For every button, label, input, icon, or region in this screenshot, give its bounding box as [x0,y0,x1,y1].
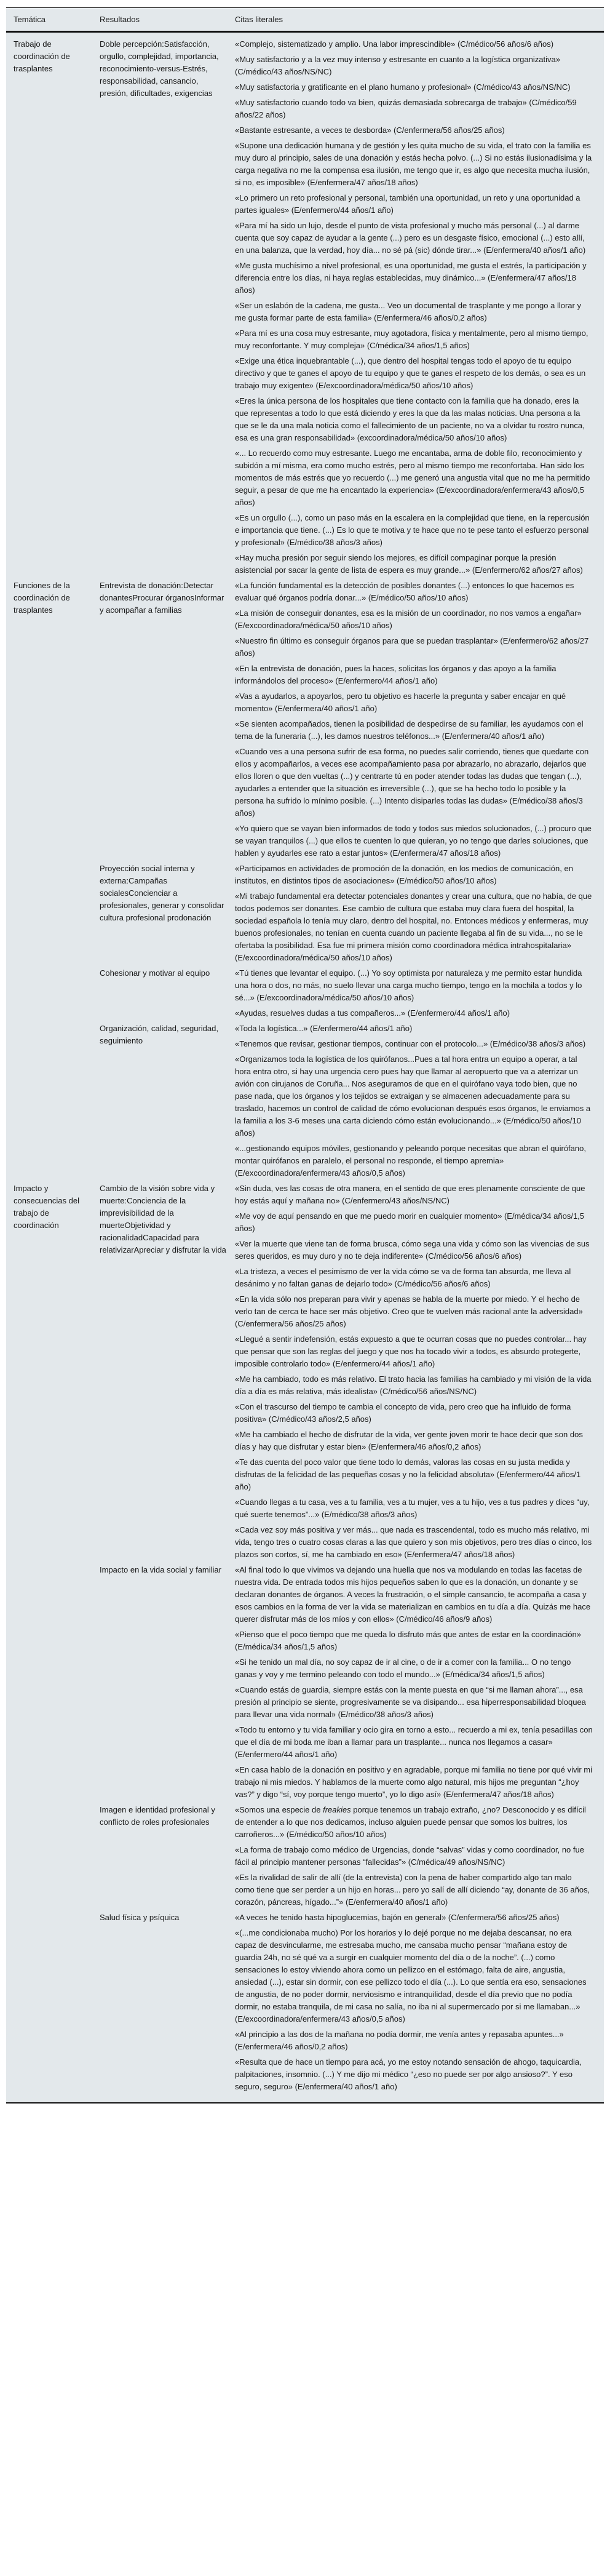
quote: «...gestionando equipos móviles, gestionando y peleando porque necesitas que abran el quirófano, montar quirófanos en paralelo, el personal no responde, el tiempo apremia» (E/excoordinadora/enfermera/43 años/0,5 años) [235,1144,586,1178]
resultado-cell: Organización, calidad, seguridad, seguimiento [100,1024,218,1045]
quote: «Hay mucha presión por seguir siendo los mejores, es difícil compaginar porque la presión asistencial por sacar la gente de lista de espera es muy grande...» (E/enfermero/62 años/27 años) [235,553,583,575]
quote: «Muy satisfactorio y a la vez muy intenso y estresante en cuanto a la logística organizativa» (C/médico/43 años/NS/NC) [235,55,560,76]
quote: «Se sienten acompañados, tienen la posibilidad de despedirse de su familiar, les ayudamos con el tema de la funeraria (...), les damos nuestros teléfonos...» (E/enfermera/40 años/1 año) [235,719,584,741]
tematica-cell [6,1564,98,1804]
quote: «La misión de conseguir donantes, esa es la misión de un coordinador, no nos vamos a engañar» (E/excoordinadora/médica/50 años/10 años) [235,608,582,630]
tematica-cell: Funciones de la coordinación de trasplantes [14,581,70,615]
table-row [6,863,604,967]
tematica-cell [6,1804,98,1912]
quote: «Yo quiero que se vayan bien informados de todo y todos sus miedos solucionados, (...) procuro que se vayan tranquilos (...) que ellos te cuenten lo que quieran, yo no tengo que darles soluciones, que hablen y ayudarles ese rato a estar juntos» (E/enfermera/47 años/18 años) [235,824,592,858]
quote: «Es un orgullo (...), como un paso más en la escalera en la complejidad que tiene, en la repercusión e importancia que tiene. (...) Es lo que te motiva y te hace que no te pese tanto el esfuerzo personal y profesional» (E/médico/38 años/3 años) [235,513,590,547]
quote: «Eres la única persona de los hospitales que tiene contacto con la familia que ha donado, eres la que representas a todo lo que está diciendo y eres la que da las malas noticias. Una persona a la que se le da una mala noticia como el fallecimiento de un paciente, no va a olvidar tu rostro nunca, esa es una gran responsabilidad» (excoordinadora/médica/50 años/10 años) [235,396,585,442]
table-row [6,32,604,580]
quote: «Me gusta muchísimo a nivel profesional, es una oportunidad, me gusta el estrés, la participación y diferencia entre los días, ni haya reglas establecidas, muy dinámico...» (E/enfermera/47 años/18 años) [235,261,587,295]
table-row [6,1564,604,1804]
quote: «Lo primero un reto profesional y personal, también una oportunidad, un reto y una oportunidad a partes iguales» (E/enfermero/44 años/1 año) [235,193,580,215]
header-tematica: Temática [6,8,98,32]
citas-cell [234,863,604,967]
quote: «Es la rivalidad de salir de allí (de la entrevista) con la pena de haber compartido algo tan malo como tiene que ser perder a un hijo en horas... pero yo salí de allí diciendo “ay, donante de 36 años, corazón, páncreas, hígado...”» (E/enfermera/40 años/1 año) [235,1873,590,1907]
quote: «En casa hablo de la donación en positivo y en agradable, porque mi familia no tiene por qué vivir mi trabajo ni mis miedos. Y hablamos de la muerte como algo natural, mis hijos me preguntan “¿hoy vas?” y digo “sí, voy porque tengo muerto”, yo lo digo así» (E/enfermera/47 años/18 años) [235,1765,593,1799]
quote: «Organizamos toda la logística de los quirófanos...Pues a tal hora entra un equipo a operar, a tal hora entra otro, si hay una urgencia cero pues hay que llamar al aeropuerto que va a aterrizar un avión con cirujanos de Coruña... Nos aseguramos de que en el quirófano vaya todo bien, que no pase nada, que los órganos y los tejidos se extraigan y se almacenen adecuadamente para su traslado, hacemos un control de calidad de cómo evolucionan después esos órganos, le enviamos a la familia a los 3-6 meses una carta diciendo cómo están evolucionando...» (E/médico/50 años/10 años) [235,1055,591,1138]
quote [235,1804,593,1841]
quote: «Ser un eslabón de la cadena, me gusta... Veo un documental de trasplante y me pongo a llorar y me gusta formar parte de esta familia» (E/enfermera/46 años/0,2 años) [235,301,581,322]
quote: «Ayudas, resuelves dudas a tus compañeros...» (E/enfermero/44 años/1 año) [235,1008,510,1018]
table-row [6,1023,604,1182]
quote: «Toda la logística...» (E/enfermero/44 años/1 año) [235,1024,413,1033]
quote-italic-term: freakies [323,1805,351,1814]
citas-cell [234,580,604,863]
quote-text: «Somos una especie de [235,1805,323,1814]
quote: «Vas a ayudarlos, a apoyarlos, pero tu objetivo es hacerle la pregunta y saber encajar en qué momento» (E/enfermera/40 años/1 año) [235,692,566,713]
quote: «... Lo recuerdo como muy estresante. Luego me encantaba, arma de doble filo, reconocimiento y subidón a mí misma, era como mucho estrés, pero al mismo tiempo me reconfortaba. Han sido los momentos de más estrés que yo recuerdo (...) me generó una angustia vital que no me ha permitido seguir, a pesar de que me ha encantado la experiencia» (E/excoordinadora/enfermera/43 años/0,5 años) [235,449,590,507]
quote: «Pienso que el poco tiempo que me queda lo disfruto más que antes de estar en la coordinación» (E/médica/34 años/1,5 años) [235,1630,581,1651]
quote: «A veces he tenido hasta hipoglucemias, bajón en general» (C/enfermera/56 años/25 años) [235,1913,560,1922]
resultado-cell: Imagen e identidad profesional y conflicto de roles profesionales [100,1805,215,1827]
quote: «Ver la muerte que viene tan de forma brusca, cómo sega una vida y cómo son las vivencias de sus seres queridos, es muy duro y no te deja indiferente» (C/médico/56 años/6 años) [235,1239,590,1261]
quote: «En la vida sólo nos preparan para vivir y apenas se habla de la muerte por miedo. Y el hecho de verlo tan de cerca te hace ser más objetivo. Creo que te vuelven más racional ante la adversidad» (C/enfermera/56 años/25 años) [235,1294,583,1328]
quote: «Si he tenido un mal día, no soy capaz de ir al cine, o de ir a comer con la familia... O no tengo ganas y voy y me termino peleando con todo el mundo...» (E/médica/34 años/1,5 años) [235,1657,571,1679]
resultado-cell: Salud física y psíquica [100,1913,180,1922]
quote: «Para mí es una cosa muy estresante, muy agotadora, física y mentalmente, pero al mismo tiempo, muy reconfortante. Y muy compleja» (C/médica/34 años/1,5 años) [235,329,588,350]
citas-cell [234,1564,604,1804]
resultado-cell: Impacto en la vida social y familiar [100,1565,221,1574]
resultado-cell: Cambio de la visión sobre vida y muerte:Conciencia de la imprevisibilidad de la muerteObjetividad y racionalidadCapacidad para relativizarApreciar y disfrutar la vida [100,1184,226,1254]
quote: «Muy satisfactoria y gratificante en el plano humano y profesional» (C/médico/43 años/NS/NC) [235,82,571,92]
quote: «Supone una dedicación humana y de gestión y les quita mucho de su vida, el trato con la familia es muy duro al principio, sales de una donación y estás hecha polvo. (...) Si no estás ilusionadísima y la carga negativa no me la compensa esa ilusión, me tengo que ir, es algo que necesita mucha ilusión, si no, es imposible» (E/enfermera/47 años/18 años) [235,141,592,187]
table-row [6,1912,604,2102]
tematica-cell: Trabajo de coordinación de trasplantes [14,39,70,73]
citas-cell [234,1804,604,1912]
tematica-cell: Impacto y consecuencias del trabajo de coordinación [14,1184,79,1230]
quote: «Participamos en actividades de promoción de la donación, en los medios de comunicación, en institutos, en distintos tipos de asociaciones» (E/médico/50 años/10 años) [235,864,573,885]
table-row [6,1182,604,1564]
resultado-cell: Proyección social interna y externa:Campañas socialesConcienciar a profesionales, generar y consolidar cultura profesional prodonación [100,864,224,922]
table-header-row [6,8,604,32]
quote-text: porque tenemos un trabajo extraño, ¿no? Desconocido y es difícil de entender a lo que nos dedicamos, incluso alguien puede pensar que somos los buitres, los carroñeros...» (E/médico/50 años/10 años) [235,1805,586,1839]
quote: «Sin duda, ves las cosas de otra manera, en el sentido de que eres plenamente consciente de que hoy estás aquí y mañana no» (C/enfermero/43 años/NS/NC) [235,1184,585,1205]
header-resultados: Resultados [98,8,234,32]
table-row [6,967,604,1023]
quote: «La tristeza, a veces el pesimismo de ver la vida cómo se va de forma tan absurda, me lleva al desánimo y no faltan ganas de dejarlo todo» (C/médico/56 años/6 años) [235,1267,571,1288]
citas-cell [234,1182,604,1564]
quote: «Al final todo lo que vivimos va dejando una huella que nos va modulando en todas las facetas de nuestra vida. De entrada todos mis hijos pequeños saben lo que es la donación, un donante y se declaran donantes de órganos. A veces la frustración, o el simple cansancio, te acompaña a casa y esos cambios en la forma de ver la vida se materializan en cambios en tu día a día. Quizás me hace querer disfrutar más de los míos y con ellos» (C/médico/46 años/9 años) [235,1565,591,1624]
quote: «Al principio a las dos de la mañana no podía dormir, me venía antes y repasaba apuntes...» (E/enfermera/46 años/0,2 años) [235,2030,564,2051]
quote: «Resulta que de hace un tiempo para acá, yo me estoy notando sensación de ahogo, taquicardia, palpitaciones, insomnio. (...) Y me dijo mi médico “¿eso no puede ser por algo ansioso?”. Y eso seguro, seguro» (E/enfermera/40 años/1 año) [235,2057,582,2091]
quote: «Me ha cambiado, todo es más relativo. El trato hacia las familias ha cambiado y mi visión de la vida día a día es más relativa, más idealista» (C/médico/56 años/NS/NC) [235,1374,592,1396]
quote: «Tenemos que revisar, gestionar tiempos, continuar con el protocolo...» (E/médico/38 años/3 años) [235,1039,586,1048]
quote: «La función fundamental es la detección de posibles donantes (...) entonces lo que hacemos es evaluar qué órganos podría donar...» (E/médico/50 años/10 años) [235,581,574,602]
citas-cell [234,32,604,580]
resultado-cell: Entrevista de donación:Detectar donantesProcurar órganosInformar y acompañar a familias [100,581,224,615]
table-row [6,1804,604,1912]
quote: «Me voy de aquí pensando en que me puedo morir en cualquier momento» (E/médica/34 años/1,5 años) [235,1211,585,1233]
quote: «En la entrevista de donación, pues la haces, solicitas los órganos y das apoyo a la familia informándolos del proceso» (E/enfermero/44 años/1 año) [235,664,557,685]
tematica-cell [6,967,98,1023]
quote: «Cada vez soy más positiva y ver más... que nada es trascendental, todo es mucho más relativo, mi vida, tengo tres o cuatro cosas claras a las que quiero y son mis objetivos, pero tres días o cinco, los plazos son cortos, sí, me ha cambiado en eso» (E/enfermera/47 años/18 años) [235,1525,592,1559]
quote: «Exige una ética inquebrantable (...), que dentro del hospital tengas todo el apoyo de tu equipo directivo y que te ganes el apoyo de tu equipo y que te ganes el respeto de los demás, o sea es un trabajo muy exigente» (E/excoordinadora/médica/50 años/10 años) [235,356,586,390]
quote: «Nuestro fin último es conseguir órganos para que se puedan trasplantar» (E/enfermero/62 años/27 años) [235,636,589,658]
quote: «Complejo, sistematizado y amplio. Una labor imprescindible» (C/médico/56 años/6 años) [235,39,554,49]
quote: «Llegué a sentir indefensión, estás expuesto a que te ocurran cosas que no puedes controlar... hay que pensar que son las reglas del juego y que nos ha tocado vivir a todos, es absurdo protegerte, imposible controlarlo todo» (E/enfermero/44 años/1 año) [235,1334,587,1368]
quote: «Tú tienes que levantar el equipo. (...) Yo soy optimista por naturaleza y me permito estar hundida una hora o dos, no más, no suelo llevar una carga mucho tiempo, tengo en la mochila a todos y lo sé...» (E/excoordinadora/médica/50 años/10 años) [235,968,582,1002]
tematica-cell [6,1023,98,1182]
quote: «Cuando estás de guardia, siempre estás con la mente puesta en que “si me llaman ahora”..., esa presión al principio se siente, progresivamente se va disipando... esa hiperresponsabilidad bloquea para llevar una vida normal» (E/médico/38 años/3 años) [235,1685,586,1719]
quote: «Te das cuenta del poco valor que tiene todo lo demás, valoras las cosas en su justa medida y disfrutas de la felicidad de las pequeñas cosas y no la felicidad absoluta» (E/enfermero/44 años/1 año) [235,1457,581,1491]
tematica-cell [6,863,98,967]
table-row [6,580,604,863]
quotes-table [6,8,604,2102]
quote: «Mi trabajo fundamental era detectar potenciales donantes y crear una cultura, que no había, de que todos podemos ser donantes. Ese cambio de cultura que estaba muy clara fuera del hospital, la sociedad española lo tenía muy claro, dentro del hospital, no. Entonces médicos y enfermeras, muy buenos profesionales, no tenían en cuenta cuando un paciente llegaba al fin de su vida..., no se le ofertaba la posibilidad. Esa fue mi primera misión como coordinadora médica intrahospitalaria» (E/excoordinadora/médica/50 años/10 años) [235,891,592,962]
resultado-cell: Doble percepción:Satisfacción, orgullo, complejidad, importancia, reconocimiento-versus-Estrés, responsabilidad, cansancio, presión, dificultades, exigencias [100,39,219,98]
quote: «Bastante estresante, a veces te desborda» (C/enfermera/56 años/25 años) [235,126,505,135]
citas-cell [234,967,604,1023]
citas-cell [234,1023,604,1182]
quote: «Cuando ves a una persona sufrir de esa forma, no puedes salir corriendo, tienes que quedarte con ellos y acompañarlos, a veces ese acompañamiento pasa por abrazarlo, no abrazarlo, dejarlos que ellos lloren o que den vueltas (...) y centrarte tú en poder atender todas las dudas que tengan (...), ayudarles a entender que la situación es irreversible (...), que se ha hecho todo lo posible y la persona ha sufrido lo mínimo posible. (...) Intento disiparles todas las dudas» (E/médico/38 años/3 años) [235,747,589,818]
quotes-table-container [6,7,604,2103]
tematica-cell [6,1912,98,2102]
quote: «Con el trascurso del tiempo te cambia el concepto de vida, pero creo que ha influido de forma positiva» (C/médico/43 años/2,5 años) [235,1402,571,1424]
resultado-cell: Cohesionar y motivar al equipo [100,968,210,978]
quote: «Muy satisfactorio cuando todo va bien, quizás demasiada sobrecarga de trabajo» (C/médico/59 años/22 años) [235,98,577,119]
quote: «La forma de trabajo como médico de Urgencias, donde “salvas” vidas y como coordinador, no fue fácil al principio mantener personas “fallecidas”» (C/médica/49 años/NS/NC) [235,1845,584,1867]
quote: «Me ha cambiado el hecho de disfrutar de la vida, ver gente joven morir te hace decir que son dos días y hay que disfrutar y estar bien» (E/enfermera/46 años/0,2 años) [235,1430,583,1451]
quote: «Para mí ha sido un lujo, desde el punto de vista profesional y mucho más personal (...) al darme cuenta que soy capaz de ayudar a la gente (...) pero es un desgaste físico, emocional (...) esto allí, en una balanza, que la verdad, hoy día... no sé pá (sic) dónde tirar...» (E/enfermera/40 años/1 año) [235,221,586,255]
citas-cell [234,1912,604,2102]
quote: «Todo tu entorno y tu vida familiar y ocio gira en torno a esto... recuerdo a mi ex, tenía pesadillas con que el día de mi boda me iban a llamar para un trasplante... nunca nos llegamos a casar» (E/enfermero/44 años/1 año) [235,1725,593,1759]
quote: «Cuando llegas a tu casa, ves a tu familia, ves a tu mujer, ves a tu hijo, ves a tus padres y dices “uy, qué suerte tenemos”...» (E/médico/38 años/3 años) [235,1497,590,1519]
header-citas: Citas literales [234,8,604,32]
quote: «(...me condicionaba mucho) Por los horarios y lo dejé porque no me dejaba descansar, no era capaz de desvincularme, me estresaba mucho, me cansaba mucho pensar “mañana estoy de guardia 24h, no sé qué va a surgir en cualquier momento del día o de la noche”. (...) como sensaciones lo estoy viviendo ahora como un pellizco en el estómago, falta de aire, angustia, ansiedad (...), estar sin dormir, con ese pellizco todo el día (...). Lo que sentía era eso, sensaciones de angustia, de no poder dormir, nerviosismo e intranquilidad, desde el día previo que no podía dormir, no estaba tranquila, de mi casa no salía, no iba ni al supermercado por si me llamaban...» (E/excoordinadora/enfermera/43 años/0,5 años) [235,1928,587,2024]
